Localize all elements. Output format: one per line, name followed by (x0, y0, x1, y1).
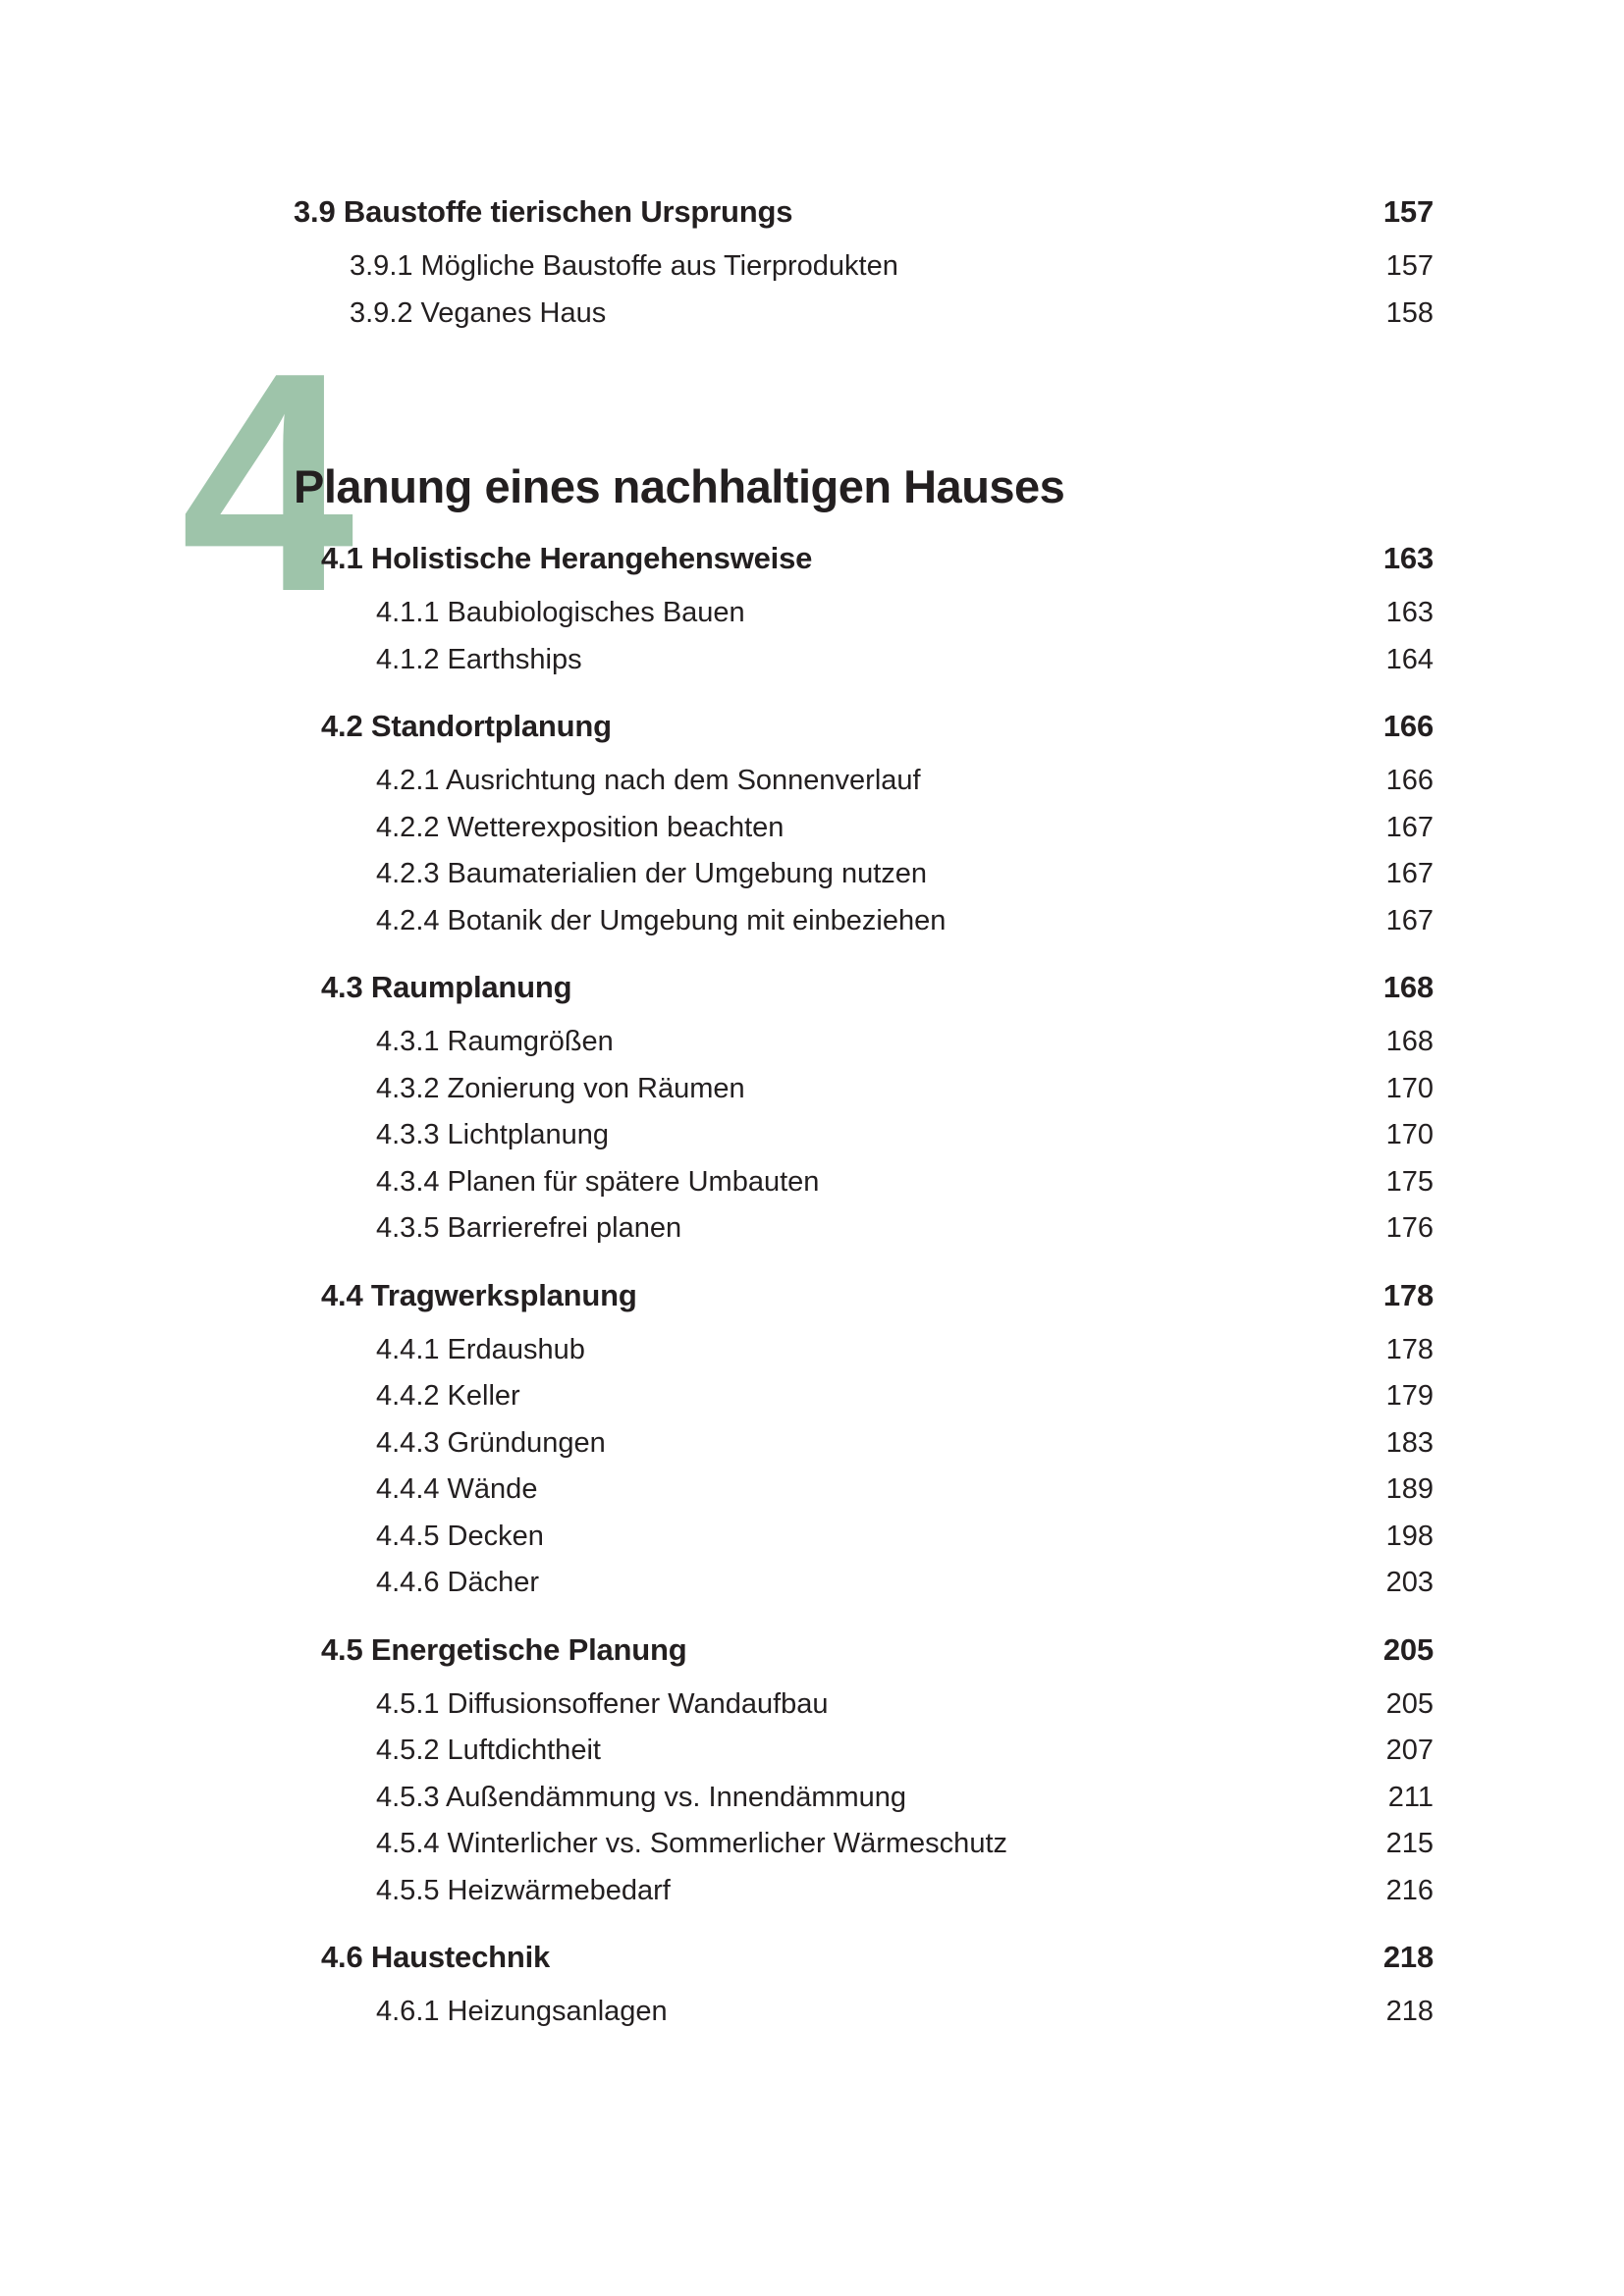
toc-entry-label: 4.5.2 Luftdichtheit (376, 1735, 601, 1766)
toc-entry-page-number: 168 (1385, 1026, 1434, 1057)
chapter-number: 4 (181, 308, 354, 657)
toc-entry-label: 4.1.2 Earthships (376, 643, 582, 675)
toc-entry (294, 1327, 1434, 1374)
toc-entry-label: 4.2.1 Ausrichtung nach dem Sonnenverlauf (376, 765, 921, 796)
toc-entry (294, 1205, 1434, 1253)
toc-entry (294, 1420, 1434, 1468)
toc-entry-label: 4.4.6 Dächer (376, 1567, 540, 1598)
toc-entry-page-number: 211 (1387, 1781, 1434, 1813)
toc-entry-page-number: 170 (1385, 1072, 1434, 1104)
toc-entry-page-number: 207 (1385, 1735, 1434, 1766)
toc-entry (294, 758, 1434, 805)
toc-entry (294, 535, 1434, 582)
toc-entry-label: 4.4.1 Erdaushub (376, 1333, 585, 1365)
toc-entry (294, 1989, 1434, 2036)
toc-entry-page-number: 163 (1385, 597, 1434, 628)
toc-entry (294, 1514, 1434, 1561)
toc-entry (294, 243, 1434, 291)
toc-entry-page-number: 205 (1382, 1631, 1434, 1667)
toc-entry (294, 703, 1434, 750)
toc-entry (294, 898, 1434, 945)
toc-entry-label: 3.9 Baustoffe tierischen Ursprungs (294, 194, 793, 229)
toc-entry-page-number: 166 (1382, 709, 1434, 743)
toc-entry (294, 851, 1434, 898)
toc-entry-label: 4.3 Raumplanung (321, 970, 572, 1004)
toc-entry-page-number: 168 (1382, 970, 1434, 1004)
toc-entry-page-number: 203 (1385, 1567, 1434, 1598)
toc-entry (294, 1560, 1434, 1607)
toc-entry-page-number: 157 (1385, 250, 1434, 282)
toc-entry-page-number: 198 (1385, 1520, 1434, 1552)
toc-entry-label: 3.9.2 Veganes Haus (350, 296, 607, 329)
toc-entry (294, 1682, 1434, 1729)
toc-entry-page-number: 215 (1385, 1828, 1434, 1859)
toc-entry-label: 4.6 Haustechnik (321, 1940, 551, 1974)
previous-chapter-entries (294, 188, 1434, 337)
toc-entry-label: 4.5 Energetische Planung (321, 1631, 687, 1667)
toc-entry-page-number: 218 (1382, 1940, 1434, 1974)
toc-entry-label: 4.1.1 Baubiologisches Bauen (376, 597, 745, 628)
toc-entry-label: 4.6.1 Heizungsanlagen (376, 1996, 668, 2027)
toc-entry-page-number: 167 (1385, 904, 1434, 936)
toc-entry-label: 4.5.4 Winterlicher vs. Sommerlicher Wärmeschutz (376, 1828, 1007, 1859)
toc-entry-page-number: 170 (1385, 1119, 1434, 1150)
toc-entry (294, 1467, 1434, 1514)
toc-entry (294, 1728, 1434, 1775)
toc-entry-page-number: 167 (1385, 858, 1434, 889)
toc-entry-page-number: 157 (1382, 194, 1434, 229)
toc-section-group (294, 964, 1434, 1253)
toc-entry-page-number: 164 (1385, 643, 1434, 675)
toc-section-group (294, 1272, 1434, 1607)
chapter-title: Planung eines nachhaltigen Hauses (294, 460, 1065, 512)
toc-entry-page-number: 179 (1385, 1380, 1434, 1412)
toc-entry-label: 4.1 Holistische Herangehensweise (321, 541, 813, 575)
toc-entry-label: 4.4.4 Wände (376, 1473, 538, 1505)
toc-entry-label: 4.5.3 Außendämmung vs. Innendämmung (376, 1781, 907, 1813)
toc-entry (294, 1159, 1434, 1206)
toc-section-group (294, 188, 1434, 337)
toc-entry-page-number: 176 (1385, 1212, 1434, 1244)
toc-entry (294, 1775, 1434, 1822)
toc-entry (294, 805, 1434, 852)
toc-entry-label: 4.5.5 Heizwärmebedarf (376, 1874, 671, 1906)
toc-section-group (294, 1934, 1434, 2036)
toc-entry-page-number: 163 (1382, 541, 1434, 575)
toc-entry-label: 4.3.4 Planen für spätere Umbauten (376, 1165, 820, 1198)
toc-section-group (294, 703, 1434, 944)
toc-entry-page-number: 178 (1382, 1277, 1434, 1312)
toc-entry (294, 637, 1434, 684)
toc-entry-page-number: 205 (1385, 1687, 1434, 1720)
toc-entry-label: 4.5.1 Diffusionsoffener Wandaufbau (376, 1687, 829, 1720)
toc-entry-label: 4.3.2 Zonierung von Räumen (376, 1072, 745, 1104)
toc-section-group (294, 535, 1434, 683)
toc-entry-label: 3.9.1 Mögliche Baustoffe aus Tierprodukten (350, 250, 898, 282)
toc-entry (294, 1272, 1434, 1319)
toc-entry-label: 4.4 Tragwerksplanung (321, 1277, 637, 1312)
toc-entry-page-number: 178 (1385, 1333, 1434, 1365)
table-of-contents (294, 188, 1434, 2036)
toc-entry-page-number: 183 (1385, 1426, 1434, 1459)
toc-entry-page-number: 218 (1385, 1996, 1434, 2027)
toc-entry-label: 4.4.5 Decken (376, 1520, 544, 1552)
toc-entry-page-number: 189 (1385, 1473, 1434, 1505)
toc-entry (294, 590, 1434, 637)
toc-entry (294, 1373, 1434, 1420)
toc-entry-page-number: 166 (1385, 765, 1434, 796)
toc-entry-label: 4.4.2 Keller (376, 1380, 520, 1412)
toc-entry (294, 1821, 1434, 1868)
toc-entry (294, 188, 1434, 236)
chapter-section-entries (294, 535, 1434, 2036)
toc-entry-label: 4.2.3 Baumaterialien der Umgebung nutzen (376, 858, 928, 889)
toc-entry (294, 1112, 1434, 1159)
toc-entry (294, 1627, 1434, 1674)
toc-entry (294, 291, 1434, 338)
toc-entry (294, 1019, 1434, 1066)
toc-entry-label: 4.3.1 Raumgrößen (376, 1026, 614, 1057)
toc-entry-page-number: 167 (1385, 811, 1434, 843)
toc-entry-label: 4.2.2 Wetterexposition beachten (376, 811, 785, 843)
toc-entry-label: 4.3.5 Barrierefrei planen (376, 1212, 682, 1244)
toc-entry-page-number: 175 (1385, 1165, 1434, 1198)
toc-entry (294, 1868, 1434, 1915)
toc-entry-label: 4.2.4 Botanik der Umgebung mit einbeziehen (376, 904, 947, 936)
toc-entry-label: 4.3.3 Lichtplanung (376, 1119, 610, 1150)
toc-entry (294, 1934, 1434, 1981)
toc-entry-label: 4.4.3 Gründungen (376, 1426, 606, 1459)
toc-entry-label: 4.2 Standortplanung (321, 709, 612, 743)
toc-section-group (294, 1627, 1434, 1915)
toc-entry-page-number: 158 (1385, 296, 1434, 329)
toc-entry-page-number: 216 (1385, 1874, 1434, 1906)
toc-entry (294, 1066, 1434, 1113)
toc-entry (294, 964, 1434, 1011)
